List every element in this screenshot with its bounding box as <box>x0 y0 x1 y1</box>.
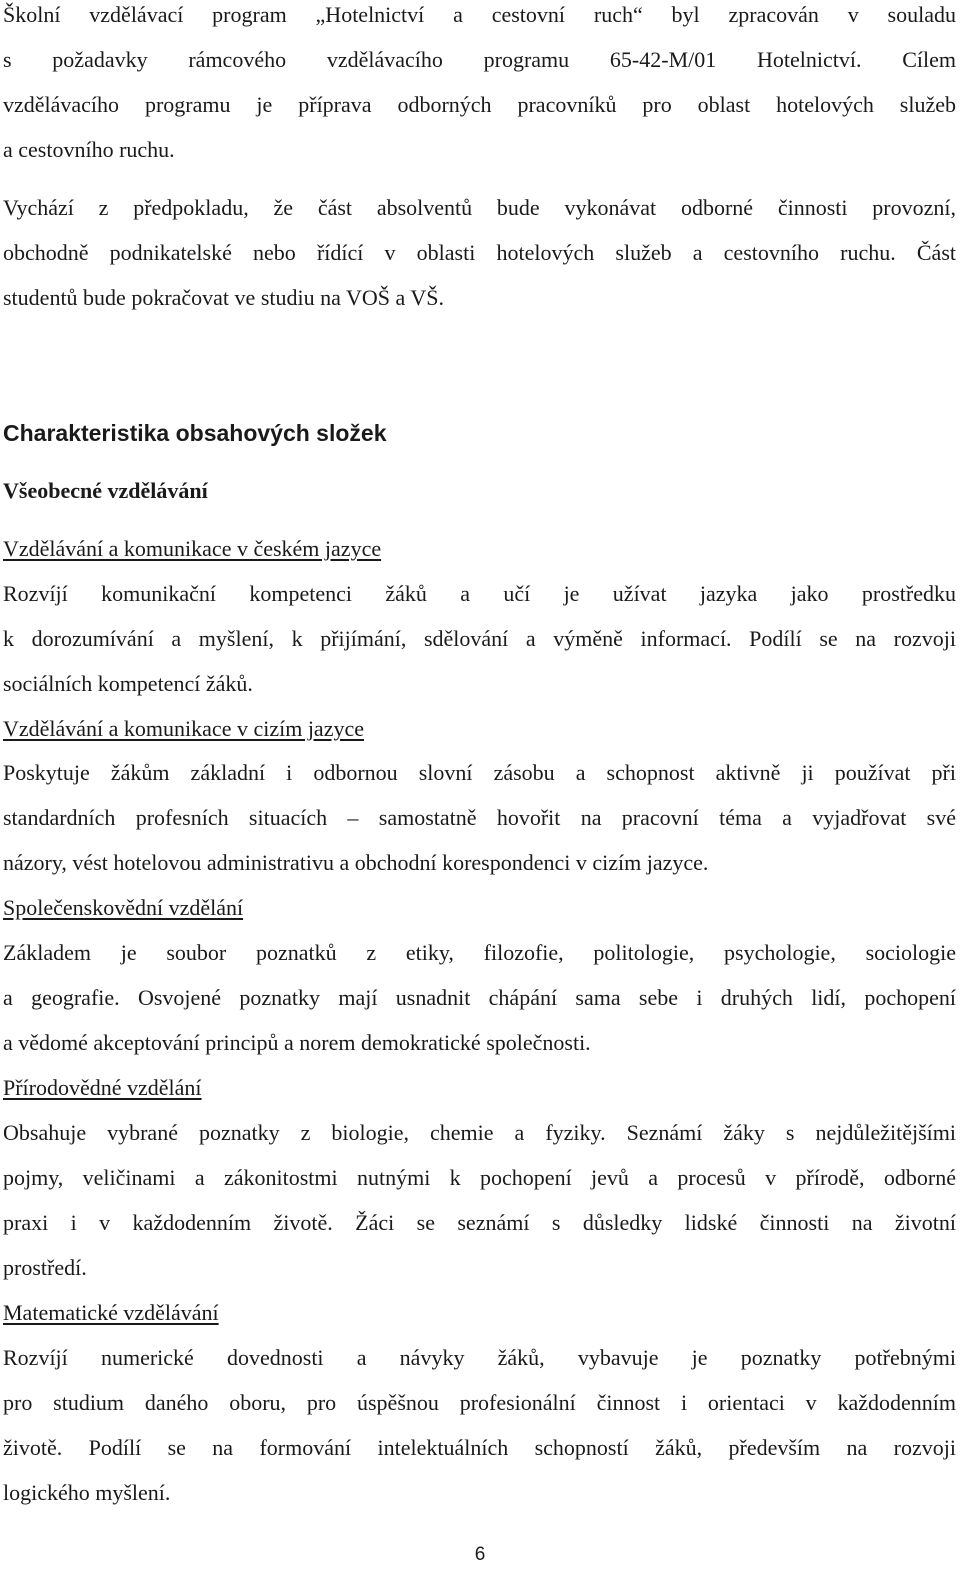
text-line: studentů bude pokračovat ve studiu na VOŠ a VŠ. <box>3 284 444 310</box>
text-line: Rozvíjí komunikační kompetenci žáků a učí je užívat jazyka jako prostředku <box>3 581 956 606</box>
section-body-foreign-language <box>3 751 956 886</box>
text-line: k dorozumívání a myšlení, k přijímání, sdělování a výměně informací. Podílí se na rozvoji <box>3 625 956 651</box>
text-line: životě. Podílí se na formování intelektuálních schopností žáků, především na rozvoji <box>3 1434 956 1460</box>
text-line: Školní vzdělávací program „Hotelnictví a cestovní ruch“ byl zpracován v souladu <box>3 2 956 27</box>
section-title-czech-language: Vzdělávání a komunikace v českém jazyce <box>3 536 382 561</box>
subheading-general-education: Všeobecné vzdělávání <box>3 478 208 503</box>
section-title-mathematics: Matematické vzdělávání <box>3 1300 219 1325</box>
text-line: Rozvíjí numerické dovednosti a návyky žáků, vybavuje je poznatky potřebnými <box>3 1345 956 1370</box>
text-line: logického myšlení. <box>3 1479 171 1505</box>
section-title-foreign-language: Vzdělávání a komunikace v cizím jazyce <box>3 716 364 741</box>
text-line: Obsahuje vybrané poznatky z biologie, chemie a fyziky. Seznámí žáky s nejdůležitějšími <box>3 1120 956 1145</box>
text-line: vzdělávacího programu je příprava odborných pracovníků pro oblast hotelových služeb <box>3 91 956 117</box>
intro-paragraph-2 <box>3 186 956 321</box>
section-heading: Charakteristika obsahových složek <box>3 420 387 446</box>
text-line: standardních profesních situacích – samostatně hovořit na pracovní téma a vyjadřovat své <box>3 804 956 830</box>
section-body-czech-language <box>3 572 956 707</box>
text-line: obchodně podnikatelské nebo řídící v oblasti hotelových služeb a cestovního ruchu. Část <box>3 239 956 265</box>
section-body-social-sciences <box>3 931 956 1066</box>
text-line: praxi i v každodenním životě. Žáci se seznámí s důsledky lidské činnosti na životní <box>3 1209 956 1235</box>
text-line: pro studium daného oboru, pro úspěšnou profesionální činnost i orientaci v každodenním <box>3 1389 956 1415</box>
text-line: a cestovního ruchu. <box>3 136 175 162</box>
section-body-mathematics <box>3 1336 956 1516</box>
text-line: pojmy, veličinami a zákonitostmi nutnými k pochopení jevů a procesů v přírodě, odborné <box>3 1164 956 1190</box>
text-line: prostředí. <box>3 1254 87 1280</box>
section-title-social-sciences: Společenskovědní vzdělání <box>3 895 244 920</box>
text-line: Základem je soubor poznatků z etiky, filozofie, politologie, psychologie, sociologie <box>3 940 956 965</box>
section-title-natural-sciences: Přírodovědné vzdělání <box>3 1075 202 1100</box>
text-line: a geografie. Osvojené poznatky mají usnadnit chápání sama sebe i druhých lidí, pochopení <box>3 984 956 1010</box>
intro-paragraph-1 <box>3 0 956 173</box>
text-line: Vychází z předpokladu, že část absolventů bude vykonávat odborné činnosti provozní, <box>3 195 956 220</box>
text-line: a vědomé akceptování principů a norem demokratické společnosti. <box>3 1029 591 1055</box>
text-line: názory, vést hotelovou administrativu a obchodní korespondenci v cizím jazyce. <box>3 849 709 875</box>
page-number: 6 <box>474 1544 486 1565</box>
section-body-natural-sciences <box>3 1111 956 1291</box>
text-line: Poskytuje žákům základní i odbornou slovní zásobu a schopnost aktivně ji používat při <box>3 760 956 785</box>
text-line: s požadavky rámcového vzdělávacího programu 65-42-M/01 Hotelnictví. Cílem <box>3 46 956 72</box>
text-line: sociálních kompetencí žáků. <box>3 670 253 696</box>
